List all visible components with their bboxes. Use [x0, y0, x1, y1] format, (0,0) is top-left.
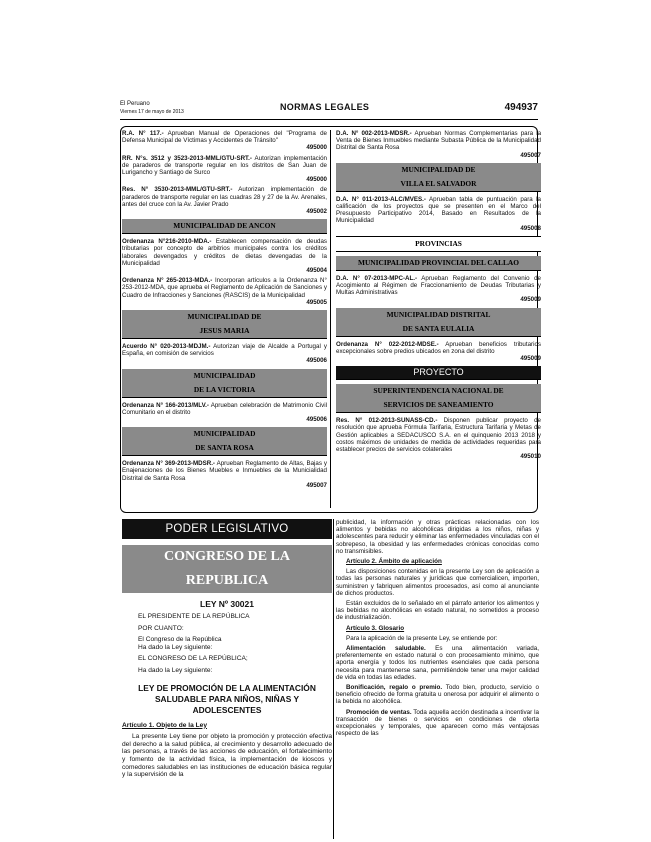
band-line: JESUS MARIA	[199, 326, 250, 336]
entry-page: 495000	[306, 144, 327, 152]
entry-reference: Ordenanza N° 022-2012-MDSE.-	[336, 340, 439, 348]
congress-caps: EL CONGRESO DE LA REPÚBLICA;	[138, 655, 248, 663]
summary-left-column	[122, 130, 327, 492]
summary-divider	[330, 130, 331, 508]
band-line: MUNICIPALIDAD DISTRITAL	[386, 309, 491, 319]
band-line: MUNICIPALIDAD	[193, 429, 256, 439]
entry-text: Aprueban Manual de Operaciones del "Programa de Defensa Municipal de Víctimas y Accidentes de Tránsito"	[122, 130, 327, 145]
band-line: MUNICIPALIDAD DE	[401, 164, 476, 174]
entry-page: 495002	[306, 208, 327, 216]
entry-page: 495007	[520, 151, 541, 159]
summary-entry	[122, 186, 327, 215]
summary-entry	[336, 417, 541, 460]
entry-text: Aprueban Normas Complementarias para la Venta de Bienes Inmuebles mediante Subasta Pública de la Municipalidad Distrital de Santa Rosa	[336, 130, 542, 152]
por-cuanto: POR CUANTO:	[138, 624, 184, 632]
entry-reference: Res. N° 3530-2013-MML/GTU-SRT.-	[122, 186, 233, 194]
entry-text: Aprueban Reglamento del Convenio de Acogimiento al Régimen de Fraccionamiento de Deudas Tributarias y Multas Administrativas	[336, 274, 541, 297]
entry-text: Autorizan viaje de Alcalde a Portugal y España, en comisión de servicios	[122, 343, 327, 358]
entry-text: Aprueban beneficios tributarios excepcionales sobre predios ubicados en zona del distrito	[336, 340, 541, 355]
section-banner: PODER LEGISLATIVO	[122, 519, 332, 539]
section-band	[122, 427, 327, 456]
law-right-column	[336, 519, 539, 740]
entry-page: 495010	[520, 453, 541, 461]
entry-reference: Acuerdo N° 020-2013-MDJM.-	[122, 343, 211, 351]
page-number: 494937	[504, 102, 538, 113]
entry-text: Aprueban celebración de Matrimonio Civil Comunitario en el distrito	[122, 401, 328, 416]
president-line: EL PRESIDENTE DE LA REPÚBLICA	[138, 613, 250, 620]
band-line: MUNICIPALIDAD PROVINCIAL DEL CALLAO	[357, 257, 520, 267]
entry-reference: D.A. N° 002-2013-MDSR.-	[336, 130, 412, 137]
masthead-title: NORMAS LEGALES	[280, 102, 370, 112]
definition-1: Alimentación saludable. Es una alimentación variada, preferentemente en estado natural o con procesamiento mínimo, que aporta energía y todos los nutrientes esenciales que cada persona necesita para mantenerse sana, permitiéndole tener una mejor calidad de vida en todas las edades.	[336, 645, 540, 681]
entry-reference: Ordenanza N° 166-2013/MLV.-	[122, 401, 209, 409]
entry-page: 495006	[306, 416, 327, 424]
law-number: LEY Nº 30021	[200, 599, 254, 609]
summary-entry	[122, 277, 327, 306]
header-rule	[120, 119, 538, 120]
issue-date: Viernes 17 de mayo de 2013	[120, 109, 184, 115]
section-band	[122, 219, 327, 234]
art2-p1: Las disposiciones contenidas en la presente Ley son de aplicación a todas las personas naturales y jurídicas que comercialicen, importen, suministren y fabriquen alimentos procesados, así como al anunciante de dichos productos.	[336, 568, 539, 597]
entry-reference: Ordenanza N°216-2010-MDA.-	[122, 238, 212, 246]
newspaper-logo: El Peruano	[120, 101, 150, 107]
summary-entry	[336, 341, 541, 363]
entry-text: Incorporan artículos a la Ordenanza N° 253-2012-MDA, que aprueba el Reglamento de Aplicación de Sanciones y Cuadro de Infracciones y Sanciones (RASCIS) de la Municipalidad	[122, 277, 327, 299]
section-band	[336, 236, 541, 252]
entry-page: 495005	[306, 298, 327, 306]
congress-banner: CONGRESO DE LA REPUBLICA	[122, 545, 332, 593]
entry-reference: RR. N°s. 3512 y 3523-2013-MML/GTU-SRT.-	[122, 154, 252, 162]
entry-text: Establecen compensación de deudas tributarias por concepto de arbitrios municipales contra los créditos laborales devengados y créditos de dietas devengadas de la Municipalidad	[122, 238, 328, 267]
band-line: SUPERINTENDENCIA NACIONAL DE	[373, 386, 504, 396]
art2-p2: Están excluidos de lo señalado en el párrafo anterior los alimentos y las bebidas no alcohólicas en estado natural, no sometidos a proceso de industrialización.	[336, 600, 539, 622]
entry-page: 495009	[520, 355, 541, 363]
entry-reference: Res. N° 012-2013-SUNASS-CD.-	[336, 417, 438, 425]
summary-entry	[336, 130, 541, 159]
section-band	[122, 310, 327, 339]
entry-reference: Ordenanza N° 369-2013-MDSR.-	[122, 460, 215, 468]
summary-entry	[336, 196, 541, 232]
summary-entry	[122, 238, 327, 274]
section-band	[336, 256, 541, 271]
legislative-section	[122, 519, 332, 783]
summary-right-column	[336, 130, 541, 463]
entry-page: 495007	[306, 481, 327, 489]
summary-entry	[122, 155, 327, 184]
congress-line2: Ha dado la Ley siguiente:	[138, 643, 213, 651]
band-line: MUNICIPALIDAD DE ANCON	[173, 221, 276, 231]
entry-reference: D.A. N° 07-2013-MPC-AL.-	[336, 274, 418, 282]
band-line: DE LA VICTORIA	[193, 384, 256, 394]
congress-line1: El Congreso de la República	[138, 636, 222, 644]
definition-2: Bonificación, regalo o premio. Todo bien, producto, servicio o beneficio ofrecido de forma gratuita u onerosa por adquirir el alimento o la bebida no alcohólica.	[336, 684, 539, 706]
art3-heading: Artículo 3. Glosario	[346, 624, 405, 632]
entry-text: Autorizan implementación de paraderos de transporte regular en las cuadras 28 y 27 de la Av. Arenales, antes del cruce con la Av. Javier Prado	[122, 186, 328, 208]
entry-reference: Ordenanza N° 265-2013-MDA.-	[122, 277, 213, 285]
summary-entry	[122, 460, 327, 489]
entry-text: Autorizan implementación de paraderos de transporte regular en los distritos de San Juan de Lurigancho y Santiago de Surco	[122, 154, 328, 177]
band-line: MUNICIPALIDAD DE	[187, 312, 262, 322]
summary-entry	[336, 275, 541, 304]
entry-page: 495006	[306, 357, 327, 365]
summary-entry	[122, 402, 327, 424]
page-header	[120, 100, 538, 122]
body-divider	[333, 519, 334, 839]
art2-heading: Artículo 2. Ámbito de aplicación	[346, 558, 442, 566]
entry-page: 495008	[520, 224, 541, 232]
entry-text: Aprueban Reglamento de Altas, Bajas y Enajenaciones de los Bienes Muebles e Inmuebles de la Municialidad Distrital de Santa Rosa	[122, 460, 327, 482]
entry-text: Disponen publicar proyecto de resolución que aprueba Fórmula Tarifaria, Estructura Tarifaria y Metas de Gestión aplicables a SEDACUSCO S.A. en el quinquenio 2013 2018 y costos máximos de unidades de medida de actividades requeridas para establecer precios de servicios colaterales	[336, 417, 541, 454]
band-line: VILLA EL SALVADOR	[400, 178, 477, 188]
law-title: LEY DE PROMOCIÓN DE LA ALIMENTACIÓN SALUDABLE PARA NIÑOS, NIÑAS Y ADOLESCENTES	[138, 682, 316, 715]
ha-dado: Ha dado la Ley siguiente:	[138, 666, 213, 674]
art3-intro: Para la aplicación de la presente Ley, se entiende por:	[346, 634, 498, 642]
summary-entry	[122, 343, 327, 365]
section-band	[336, 366, 541, 380]
art1-continuation: publicidad, la información y otras prácticas relacionadas con los alimentos y bebidas no alcohólicas dirigidas a los niños, niñas y adolescentes para reducir y eliminar las enfermedades vinculadas con el sobrepeso, la obesidad y las enfermedades crónicas conocidas como no transmisibles.	[336, 519, 540, 555]
art1-text: La presente Ley tiene por objeto la promoción y protección efectiva del derecho a la salud pública, al crecimiento y desarrollo adecuado de las personas, a través de las acciones de educación, el fortalecimiento y fomento de la actividad física, la implementación de kioscos y comedores saludables en las instituciones de educación básica regular y la supervisión de la	[122, 733, 332, 779]
section-band	[336, 308, 541, 337]
entry-reference: D.A. N° 011-2013-ALC/MVES.-	[336, 195, 426, 203]
summary-entry	[122, 130, 327, 152]
band-line: PROVINCIAS	[415, 238, 462, 248]
band-line: MUNICIPALIDAD	[193, 370, 256, 380]
band-line: DE SANTA EULALIA	[402, 323, 475, 333]
entry-page: 495009	[520, 296, 541, 304]
band-line: PROYECTO	[413, 367, 464, 378]
entry-page: 495000	[306, 176, 327, 184]
entry-page: 495004	[306, 267, 327, 275]
band-line: SERVICIOS DE SANEAMIENTO	[383, 400, 494, 410]
art1-heading: Artículo 1. Objeto de la Ley	[122, 721, 208, 729]
section-band	[122, 369, 327, 398]
section-band	[336, 384, 541, 413]
band-line: DE SANTA ROSA	[195, 443, 254, 453]
section-band	[336, 163, 541, 192]
entry-reference: R.A. N° 117.-	[122, 130, 164, 137]
definition-3: Promoción de ventas. Toda aquella acción destinada a incentivar la transacción de bienes o servicios en condiciones de oferta excepcionales y temporales, que aparecen como más ventajosas respecto de las	[336, 708, 539, 738]
entry-text: Aprueban tabla de puntuación para la calificación de los proyectos que se presenten en el Marco del Presupuesto Participativo 2014, Basado en Resultados de la Municipalidad	[336, 195, 541, 225]
